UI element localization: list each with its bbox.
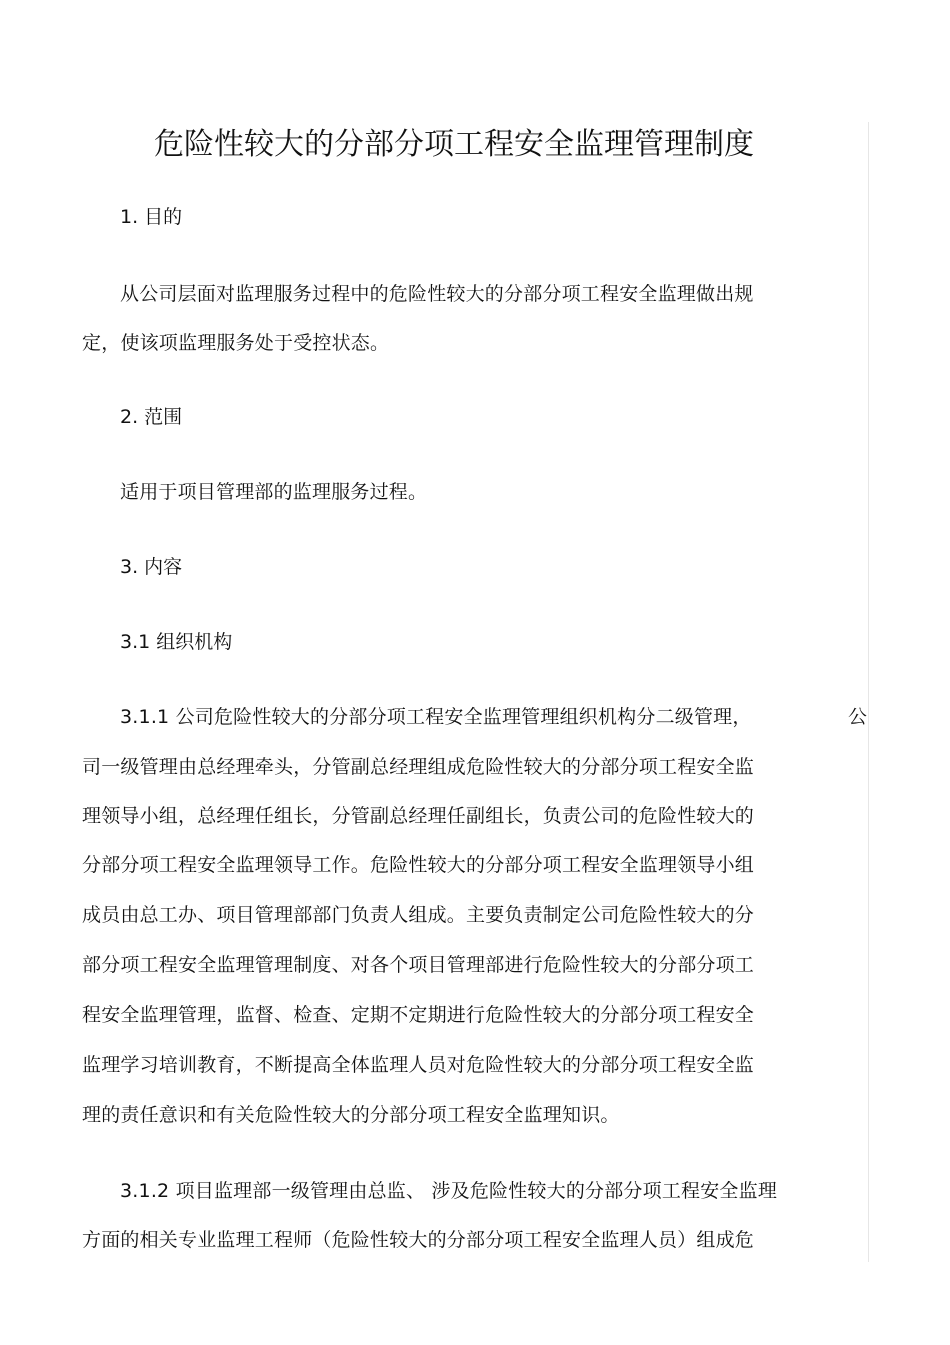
para-3-1-1-line-9: 理的责任意识和有关危险性较大的分部分项工程安全监理知识。 [82, 1104, 620, 1126]
section-1-line-1: 从公司层面对监理服务过程中的危险性较大的分部分项工程安全监理做出规 [120, 283, 754, 305]
page-edge-rule [868, 122, 869, 1262]
para-3-1-2-line-2: 方面的相关专业监理工程师（危险性较大的分部分项工程安全监理人员）组成危 [82, 1229, 755, 1251]
para-3-1-1-line-5: 成员由总工办、项目管理部部门负责人组成。主要负责制定公司危险性较大的分 [82, 904, 755, 926]
para-3-1-1-first-line: 3.1.1 公司危险性较大的分部分项工程安全监理管理组织机构分二级管理， [120, 706, 752, 728]
section-2-line-1: 适用于项目管理部的监理服务过程。 [120, 481, 428, 503]
para-3-1-1-line-8: 监理学习培训教育，不断提高全体监理人员对危险性较大的分部分项工程安全监 [82, 1054, 755, 1076]
para-3-1-1-line-7: 程安全监理管理，监督、检查、定期不定期进行危险性较大的分部分项工程安全 [82, 1004, 755, 1026]
para-3-1-1-line-2: 司一级管理由总经理牵头，分管副总经理组成危险性较大的分部分项工程安全监 [82, 756, 755, 778]
section-3-heading: 3. 内容 [120, 556, 183, 578]
section-1-line-2: 定，使该项监理服务处于受控状态。 [82, 332, 390, 354]
section-2-heading: 2. 范围 [120, 406, 183, 428]
para-3-1-1-trailing-char: 公 [848, 706, 868, 728]
document-title: 危险性较大的分部分项工程安全监理管理制度 [154, 127, 754, 162]
section-1-heading: 1. 目的 [120, 206, 183, 228]
para-3-1-2-first-line: 3.1.2 项目监理部一级管理由总监、 涉及危险性较大的分部分项工程安全监理 [120, 1180, 778, 1202]
para-3-1-1-line-4: 分部分项工程安全监理领导工作。危险性较大的分部分项工程安全监理领导小组 [82, 854, 755, 876]
section-3-1-heading: 3.1 组织机构 [120, 631, 233, 653]
para-3-1-1-line-3: 理领导小组，总经理任组长，分管副总经理任副组长，负责公司的危险性较大的 [82, 805, 755, 827]
para-3-1-1-line-6: 部分项工程安全监理管理制度、对各个项目管理部进行危险性较大的分部分项工 [82, 954, 755, 976]
